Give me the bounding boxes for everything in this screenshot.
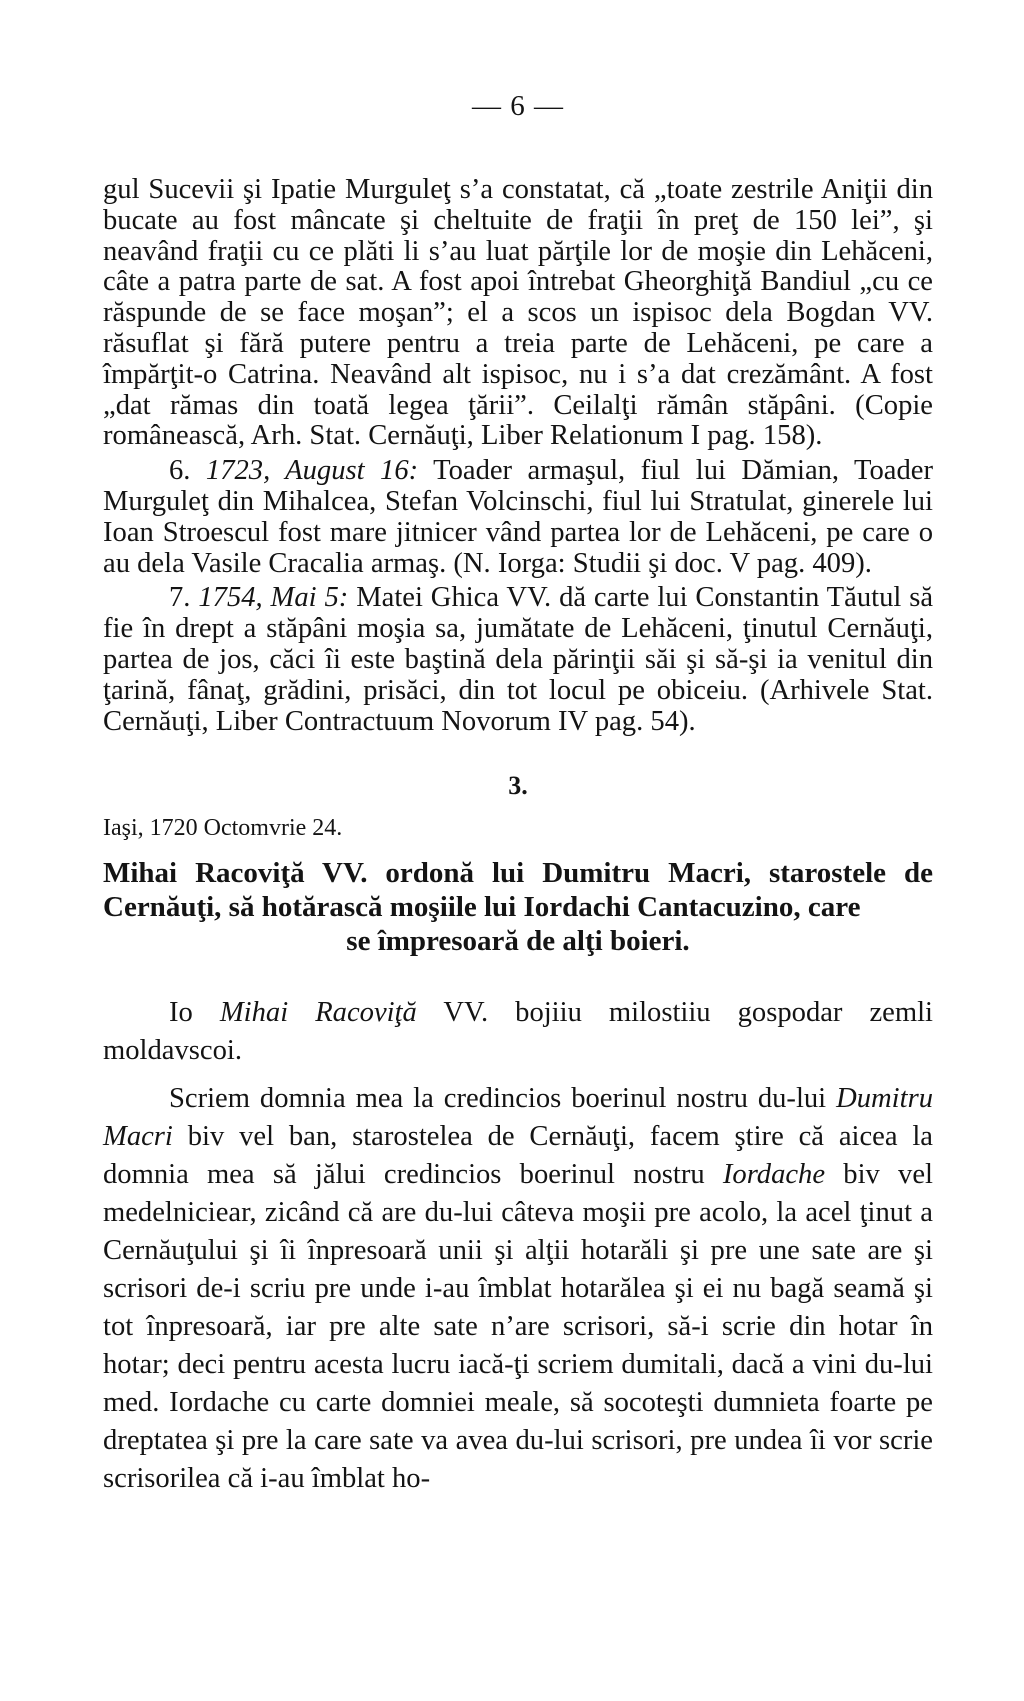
entry-7 (103, 583, 933, 737)
entry-number: 6. (169, 455, 191, 487)
text-run: biv vel medelniciear, zicând că are du-lui câteva moşii pre acolo, la acel ţinut a Cernăuţului şi îi înpresoară unii şi alţii hotarăli şi pre une sate are şi scrisori de-i scriu pre unde i-au îmblat hotarălea şi ei nu bagă seamă şi tot înpresoară, iar pre alte sate n’are scrisori, să-i scrie din hotar în hotar; deci pentru acesta lucru iacă-ţi scriem dumitali, dacă a vini du-lui med. Iordache cu carte domniei meale, să socoteşti dumnieta foarte pe dreptatea şi pre la care sate va avea du-lui scrisori, pre undea îi vor scrie scrisorilea că i-au îmblat ho- (103, 1159, 933, 1495)
entry-date: 1723, August 16: (205, 455, 419, 487)
document-number: 3. (508, 771, 528, 801)
document-text (103, 994, 933, 1498)
name-italic: Dumitru Macri (103, 1083, 933, 1153)
text-run: Io (169, 997, 220, 1029)
document-place-date: Iaşi, 1720 Octomvrie 24. (103, 815, 343, 842)
page-number-text: — 6 — (472, 90, 564, 122)
summary-text: Mihai Racoviţă VV. ordonă lui Dumitru Macri, starostele de Cernăuţi, să hotărască moşiile lui Iordachi Cantacuzino, care (103, 857, 933, 924)
entry-text: Matei Ghica VV. dă carte lui Constantin Tăutul să fie în drept a stăpâni moşia sa, jumătate de Lehăceni, ţinutul Cernăuţi, partea de jos, căci îi este baştină dela părinţii săi şi să-şi ia venitul din ţarină, fânaţ, grădini, prisăci, din tot locul pe obiceiu. (Arhivele Stat. Cernăuţi, Liber Contractuum Novorum IV pag. 54). (103, 582, 934, 737)
name-italic: Mihai Racoviţă (219, 997, 417, 1029)
entry-text: Toader armaşul, fiul lui Dămian, Toader Murguleţ din Mihalcea, Stefan Volcinschi, fiul lui Stratulat, ginerele lui Ioan Stroescul fost mare jitnicer vând partea lor de Lehăceni, pe care o au dela Vasile Cracalia armaş. (N. Iorga: Studii şi doc. V pag. 409). (103, 455, 933, 579)
page-content (103, 90, 933, 1498)
paragraph-continued: gul Sucevii şi Ipatie Murguleţ s’a constatat, că „toate zestrile Aniţii din bucate au fost mâncate şi cheltuite de fraţii în preţ de 150 lei”, şi neavând fraţii cu ce plăti li s’au luat părţile lor de moşie din Lehăceni, câte a patra parte de sat. A fost apoi întrebat Gheorghiţă Bandiul „cu ce răspunde de se face moşan”; el a scos un ispisoc dela Bogdan VV. răsuflat şi fără putere pentru a treia parte de Lehăceni, pe care a împărţit-o Catrina. Neavând alt ispisoc, nu i s’a dat crezământ. A fost „dat rămas din toată legea ţării”. Ceilalţi rămân stăpâni. (Copie românească, Arh. Stat. Cernăuţi, Liber Relationum I pag. 158). (103, 174, 933, 452)
intitulatio-paragraph (103, 994, 933, 1070)
regest-section (103, 175, 933, 737)
text-run: biv vel ban, starostelea de Cernăuţi, facem ştire că aicea la domnia mea să jălui credincios boerinul nostru (103, 1121, 933, 1191)
document-summary (103, 856, 933, 958)
summary-last-line: se împresoară de alţi boieri. (346, 925, 690, 958)
document-body-paragraph (103, 1080, 933, 1498)
text-run: VV. bojiiu milostiiu gospodar zemli moldavscoi. (103, 997, 934, 1067)
entry-6 (103, 456, 933, 579)
name-italic: Iordache (722, 1159, 826, 1191)
entry-date: 1754, Mai 5: (198, 582, 349, 614)
entry-number: 7. (169, 582, 191, 614)
text-run: Scriem domnia mea la credincios boerinul nostru du-lui (169, 1083, 837, 1115)
page-number (103, 90, 933, 123)
